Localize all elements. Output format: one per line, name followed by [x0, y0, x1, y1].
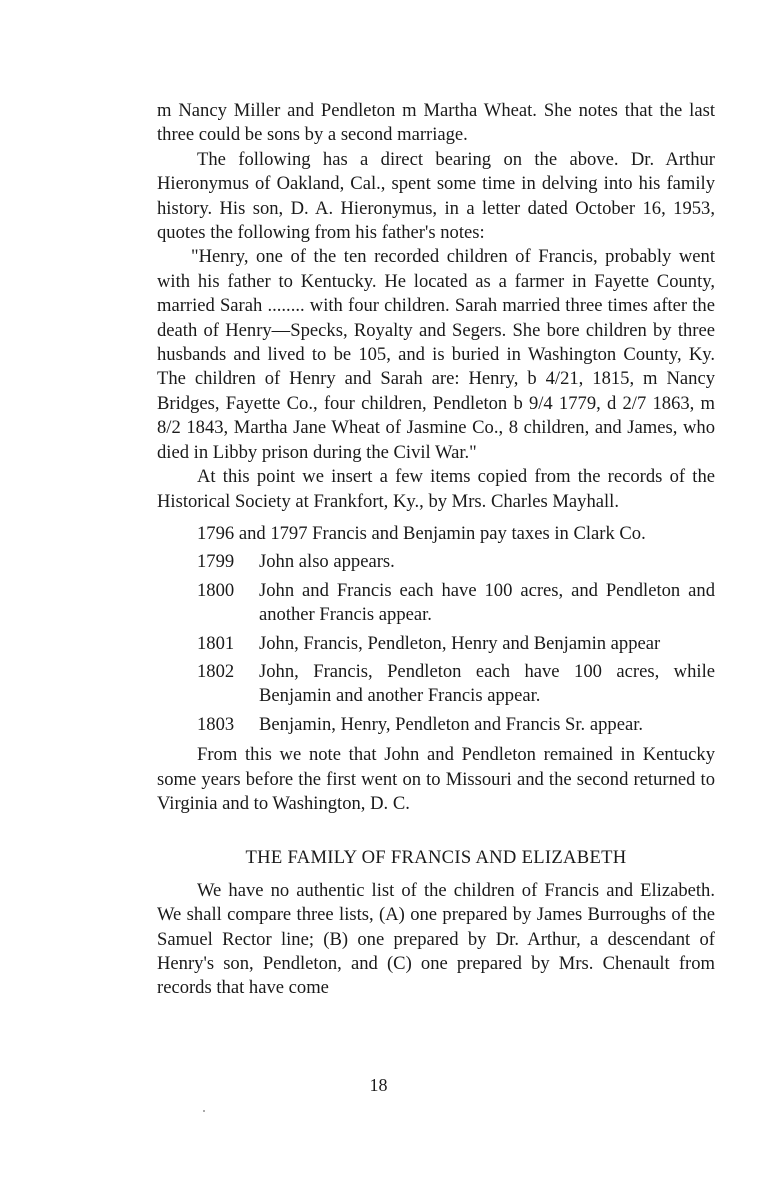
print-speck — [203, 1110, 205, 1112]
paragraph-hieronymus-intro: The following has a direct bearing on the above. Dr. Arthur Hieronymus of Oakland, Cal., spent some time in delving into his family history. His son, D. A. Hieronymus, in a letter dated October 16, 1953, quotes the following from his father's notes: — [157, 148, 715, 244]
paragraph-quotation: "Henry, one of the ten recorded children of Francis, probably went with his father to Kentucky. He located as a farmer in Fayette County, married Sarah ........ with four children. Sarah married three times after the death of Henry—Specks, Royalty and Segers. She bore children by three husbands and lived to be 105, and is buried in Washington County, Ky. The children of Henry and Sarah are: Henry, b 4/21, 1815, m Nancy Bridges, Fayette Co., four children, Pendleton b 9/4 1779, d 2/7 1863, m 8/2 1843, Martha Jane Wheat of Jasmine Co., 8 children, and James, who died in Libby prison during the Civil War." — [157, 246, 715, 463]
record-text: John and Francis each have 100 acres, and Pendleton and another Francis appear. — [259, 579, 715, 626]
page-body — [157, 99, 715, 1001]
tax-records-list — [197, 522, 715, 737]
record-year: 1799 — [197, 551, 235, 573]
record-text: 1796 and 1797 Francis and Benjamin pay taxes in Clark Co. — [197, 522, 646, 544]
record-text: John, Francis, Pendleton each have 100 acres, while Benjamin and another Francis appear. — [259, 660, 715, 707]
record-item — [197, 550, 715, 574]
record-item — [197, 522, 715, 546]
record-item — [197, 713, 715, 737]
page-number: 18 — [369, 1075, 388, 1095]
paragraph-continuation: m Nancy Miller and Pendleton m Martha Wheat. She notes that the last three could be sons by a second marriage. — [157, 100, 715, 146]
record-item — [197, 632, 715, 656]
record-item — [197, 660, 715, 709]
record-year: 1801 — [197, 632, 235, 654]
record-year: 1802 — [197, 660, 235, 682]
section-heading: THE FAMILY OF FRANCIS AND ELIZABETH — [245, 847, 627, 869]
record-text: John also appears. — [259, 551, 395, 573]
record-text: John, Francis, Pendleton, Henry and Benjamin appear — [259, 632, 661, 654]
record-text: Benjamin, Henry, Pendleton and Francis Sr. appear. — [259, 713, 644, 735]
record-year: 1803 — [197, 713, 235, 735]
paragraph-records-intro: At this point we insert a few items copied from the records of the Historical Society at Frankfort, Ky., by Mrs. Charles Mayhall. — [157, 466, 715, 512]
paragraph-kentucky-note: From this we note that John and Pendleton remained in Kentucky some years before the first went on to Missouri and the second returned to Virginia and to Washington, D. C. — [157, 744, 715, 814]
record-year: 1800 — [197, 579, 235, 601]
paragraph-family-lists: We have no authentic list of the children of Francis and Elizabeth. We shall compare three lists, (A) one prepared by James Burroughs of the Samuel Rector line; (B) one prepared by Dr. Arthur, a descendant of Henry's son, Pendleton, and (C) one prepared by Mrs. Chenault from records that have come — [157, 879, 715, 999]
record-item — [197, 579, 715, 628]
